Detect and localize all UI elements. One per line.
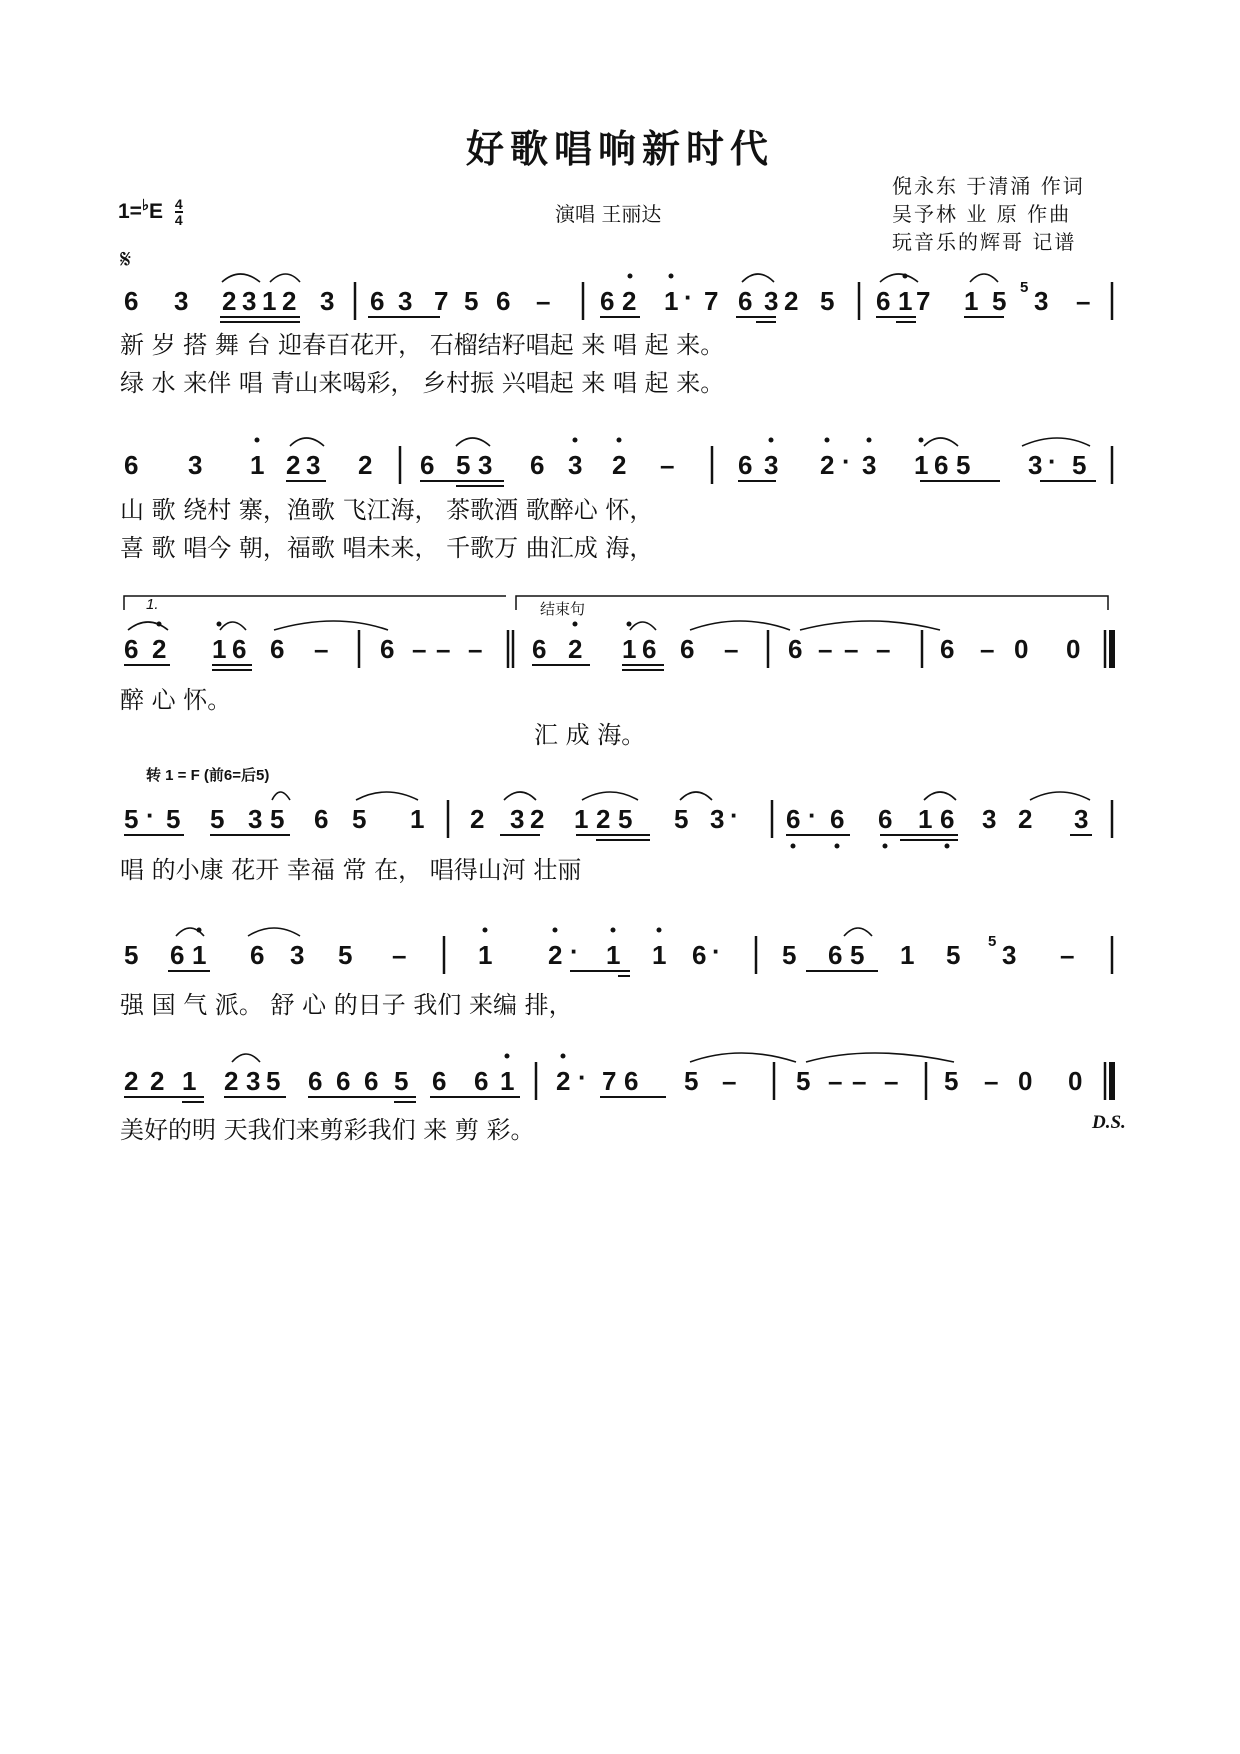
performer: 演唱 王丽达 (555, 202, 662, 226)
lyric-row2-verse1: 山 歌 绕村 寨，渔歌 飞江海， 茶歌酒 歌醉心 怀， (120, 496, 654, 524)
note: 1 (964, 286, 979, 316)
tie (356, 792, 418, 800)
note: 1 (574, 804, 589, 834)
note: 6 (432, 1066, 447, 1096)
octave-dot (903, 274, 908, 279)
slur (844, 928, 872, 936)
note: 6 (380, 634, 395, 664)
note: 1 (900, 940, 915, 970)
note: 1 (192, 940, 207, 970)
tie (800, 621, 940, 630)
note: 5 (124, 804, 139, 834)
octave-dot (573, 438, 578, 443)
note: – (536, 286, 551, 316)
note: 6 (876, 286, 891, 316)
note: · (730, 800, 739, 830)
note: 2 (222, 286, 237, 316)
note: – (984, 1066, 999, 1096)
note: 2 (1018, 804, 1033, 834)
note: 3 (764, 450, 779, 480)
note: 1 (914, 450, 929, 480)
note: 3 (1028, 450, 1043, 480)
note: 6 (788, 634, 803, 664)
note: 3 (290, 940, 305, 970)
note: 6 (314, 804, 329, 834)
note: 5 (618, 804, 633, 834)
note: 5 (270, 804, 285, 834)
note: 5 (850, 940, 865, 970)
note: · (570, 936, 579, 966)
note: · (146, 800, 155, 830)
note: 6 (878, 804, 893, 834)
note: 1 (250, 450, 265, 480)
note: 2 (282, 286, 297, 316)
volta-1-label: 1. (146, 596, 159, 613)
note: 6 (530, 450, 545, 480)
song-title: 好歌唱响新时代 (465, 126, 774, 171)
note: 5 (992, 286, 1007, 316)
slur (220, 622, 246, 630)
note: 5 (352, 804, 367, 834)
note: 7 (704, 286, 719, 316)
octave-dot (573, 622, 578, 627)
note: 2 (124, 1066, 139, 1096)
note: – (436, 634, 451, 664)
note: 1 (262, 286, 277, 316)
octave-dot (483, 928, 488, 933)
note: – (852, 1066, 867, 1096)
note: 3 (320, 286, 335, 316)
lyric-row5: 强 国 气 派。 舒 心 的日子 我们 来编 排， (120, 991, 573, 1019)
note: – (1060, 940, 1075, 970)
note: 1 (918, 804, 933, 834)
lyric-row1-verse1: 新 岁 搭 舞 台 迎春百花开， 石榴结籽唱起 来 唱 起 来。 (120, 331, 725, 359)
note: · (1048, 446, 1057, 476)
note: 5 (464, 286, 479, 316)
note: 3 (568, 450, 583, 480)
note: 6 (124, 634, 139, 664)
key-label: 1= (118, 200, 142, 223)
slur (970, 274, 998, 282)
note: 5 (674, 804, 689, 834)
octave-dot (769, 438, 774, 443)
note: 5 (944, 1066, 959, 1096)
note: 5 (338, 940, 353, 970)
note: 6 (250, 940, 265, 970)
note: 1 (898, 286, 913, 316)
note: 1 (182, 1066, 197, 1096)
note: 5 (820, 286, 835, 316)
note: – (876, 634, 891, 664)
note: 2 (784, 286, 799, 316)
slur (128, 622, 168, 630)
note: 2 (530, 804, 545, 834)
note: 2 (596, 804, 611, 834)
credit-composer: 吴予林 业 原 作曲 (892, 202, 1072, 226)
note: 6 (232, 634, 247, 664)
note: 6 (600, 286, 615, 316)
slur (582, 792, 638, 800)
octave-dot (657, 928, 662, 933)
note: 6 (420, 450, 435, 480)
note: – (1076, 286, 1091, 316)
note: 6 (532, 634, 547, 664)
octave-dot (825, 438, 830, 443)
note: 6 (692, 940, 707, 970)
note: 6 (934, 450, 949, 480)
key-letter: E (149, 200, 164, 223)
volta-2-bracket (516, 596, 1108, 610)
note: 5 (394, 1066, 409, 1096)
note: 7 (916, 286, 931, 316)
octave-dot (553, 928, 558, 933)
note: 5 (946, 940, 961, 970)
note: – (412, 634, 427, 664)
note: 2 (152, 634, 167, 664)
note: 1 (478, 940, 493, 970)
octave-dot (669, 274, 674, 279)
note: 2 (150, 1066, 165, 1096)
note: 6 (642, 634, 657, 664)
note: 5 (456, 450, 471, 480)
octave-dot (505, 1054, 510, 1059)
note: – (722, 1066, 737, 1096)
slur (290, 438, 324, 446)
low-dot (945, 844, 950, 849)
tie (806, 1053, 954, 1062)
credit-lyricist: 倪永东 于清涌 作词 (892, 174, 1085, 198)
note: 6 (738, 286, 753, 316)
note: – (314, 634, 329, 664)
octave-dot (919, 438, 924, 443)
slur (232, 1054, 260, 1062)
octave-dot (217, 622, 222, 627)
note: 2 (568, 634, 583, 664)
note: – (392, 940, 407, 970)
note: 5 (166, 804, 181, 834)
note: 3 (478, 450, 493, 480)
note: 3 (982, 804, 997, 834)
note: 3 (862, 450, 877, 480)
octave-dot (255, 438, 260, 443)
note: 5 (782, 940, 797, 970)
slur (456, 438, 490, 446)
note: 6 (830, 804, 845, 834)
note: 6 (940, 804, 955, 834)
note: 6 (624, 1066, 639, 1096)
slur (272, 792, 290, 800)
note: 5 (684, 1066, 699, 1096)
note: · (842, 446, 851, 476)
volta-2-label: 结束句 (540, 601, 586, 618)
note: 1 (500, 1066, 515, 1096)
note: 5 (1072, 450, 1087, 480)
note: 3 (174, 286, 189, 316)
slur (924, 792, 956, 800)
low-dot (791, 844, 796, 849)
modulation-label: 转 1 = F (前6=后5) (146, 767, 270, 784)
octave-dot (617, 438, 622, 443)
note: 2 (224, 1066, 239, 1096)
note: 1 (606, 940, 621, 970)
tie (690, 1053, 796, 1062)
note: 6 (124, 450, 139, 480)
note: 1 (622, 634, 637, 664)
tie (274, 621, 388, 630)
time-sig-bottom: 4 (174, 212, 183, 229)
note: 1 (212, 634, 227, 664)
note: 3 (510, 804, 525, 834)
slur (742, 274, 774, 282)
octave-dot (628, 274, 633, 279)
note: 2 (470, 804, 485, 834)
note: 6 (370, 286, 385, 316)
note: – (980, 634, 995, 664)
note: 2 (556, 1066, 571, 1096)
octave-dot (561, 1054, 566, 1059)
note: 6 (170, 940, 185, 970)
octave-dot (157, 622, 162, 627)
note: 5 (956, 450, 971, 480)
note: 2 (820, 450, 835, 480)
note: 0 (1066, 634, 1081, 664)
volta-1-bracket (124, 596, 506, 610)
flat-sign: ♭ (141, 197, 150, 214)
note: 5 (266, 1066, 281, 1096)
slur (680, 792, 712, 800)
tie (690, 621, 790, 630)
note: – (884, 1066, 899, 1096)
credit-transcriber: 玩音乐的辉哥 记谱 (892, 230, 1077, 254)
lyric-row3-verse2: 汇 成 海。 (534, 721, 646, 749)
note: 1 (652, 940, 667, 970)
lyric-row3-verse1: 醉 心 怀。 (120, 686, 232, 714)
note: 6 (336, 1066, 351, 1096)
note: 2 (548, 940, 563, 970)
note: 3 (248, 804, 263, 834)
note: · (808, 800, 817, 830)
note: 7 (602, 1066, 617, 1096)
note: 2 (286, 450, 301, 480)
note: 6 (828, 940, 843, 970)
note: 6 (496, 286, 511, 316)
octave-dot (197, 928, 202, 933)
slur (270, 274, 300, 282)
grace-note: 5 (988, 933, 997, 950)
note: 5 (124, 940, 139, 970)
lyric-row6: 美好的明 天我们来剪彩我们 来 剪 彩。 (120, 1116, 535, 1144)
note: 5 (210, 804, 225, 834)
grace-note: 5 (1020, 279, 1029, 296)
lyric-row2-verse2: 喜 歌 唱今 朝，福歌 唱未来， 千歌万 曲汇成 海， (120, 534, 654, 562)
note: 5 (796, 1066, 811, 1096)
note: 6 (940, 634, 955, 664)
low-dot (883, 844, 888, 849)
dal-segno-mark: D.S. (1092, 1112, 1126, 1133)
slur (248, 928, 300, 936)
note: 3 (306, 450, 321, 480)
note: 3 (764, 286, 779, 316)
note: 0 (1018, 1066, 1033, 1096)
note: – (828, 1066, 843, 1096)
note: 0 (1068, 1066, 1083, 1096)
slur (504, 792, 536, 800)
lyric-row4: 唱 的小康 花开 幸福 常 在， 唱得山河 壮丽 (120, 856, 582, 884)
lyric-row1-verse2: 绿 水 来伴 唱 青山来喝彩， 乡村振 兴唱起 来 唱 起 来。 (120, 369, 725, 397)
note: 6 (308, 1066, 323, 1096)
note: 3 (710, 804, 725, 834)
note: 6 (364, 1066, 379, 1096)
note: 6 (786, 804, 801, 834)
note: – (818, 634, 833, 664)
note: · (578, 1062, 587, 1092)
note: 3 (398, 286, 413, 316)
segno-sign: 𝄋 (120, 245, 132, 275)
note: 3 (1074, 804, 1089, 834)
note: – (844, 634, 859, 664)
time-sig-top: 4 (174, 196, 183, 213)
note: 3 (1034, 286, 1049, 316)
note: 1 (410, 804, 425, 834)
note: – (660, 450, 675, 480)
octave-dot (611, 928, 616, 933)
note: 2 (622, 286, 637, 316)
note: 3 (246, 1066, 261, 1096)
note: 6 (680, 634, 695, 664)
octave-dot (627, 622, 632, 627)
slur (222, 274, 260, 282)
note: – (468, 634, 483, 664)
note: 6 (474, 1066, 489, 1096)
note: 7 (434, 286, 449, 316)
note: 1 (664, 286, 679, 316)
note: 2 (358, 450, 373, 480)
note: 6 (124, 286, 139, 316)
slur (1030, 792, 1090, 800)
slur (630, 622, 656, 630)
note: 3 (1002, 940, 1017, 970)
note: · (712, 936, 721, 966)
note: – (724, 634, 739, 664)
note: 0 (1014, 634, 1029, 664)
slur (924, 438, 958, 446)
slur (880, 274, 918, 282)
note: 3 (242, 286, 257, 316)
slur (1022, 438, 1090, 446)
octave-dot (867, 438, 872, 443)
note: 6 (270, 634, 285, 664)
note: 6 (738, 450, 753, 480)
note: 2 (612, 450, 627, 480)
low-dot (835, 844, 840, 849)
note: 3 (188, 450, 203, 480)
note: · (684, 282, 693, 312)
